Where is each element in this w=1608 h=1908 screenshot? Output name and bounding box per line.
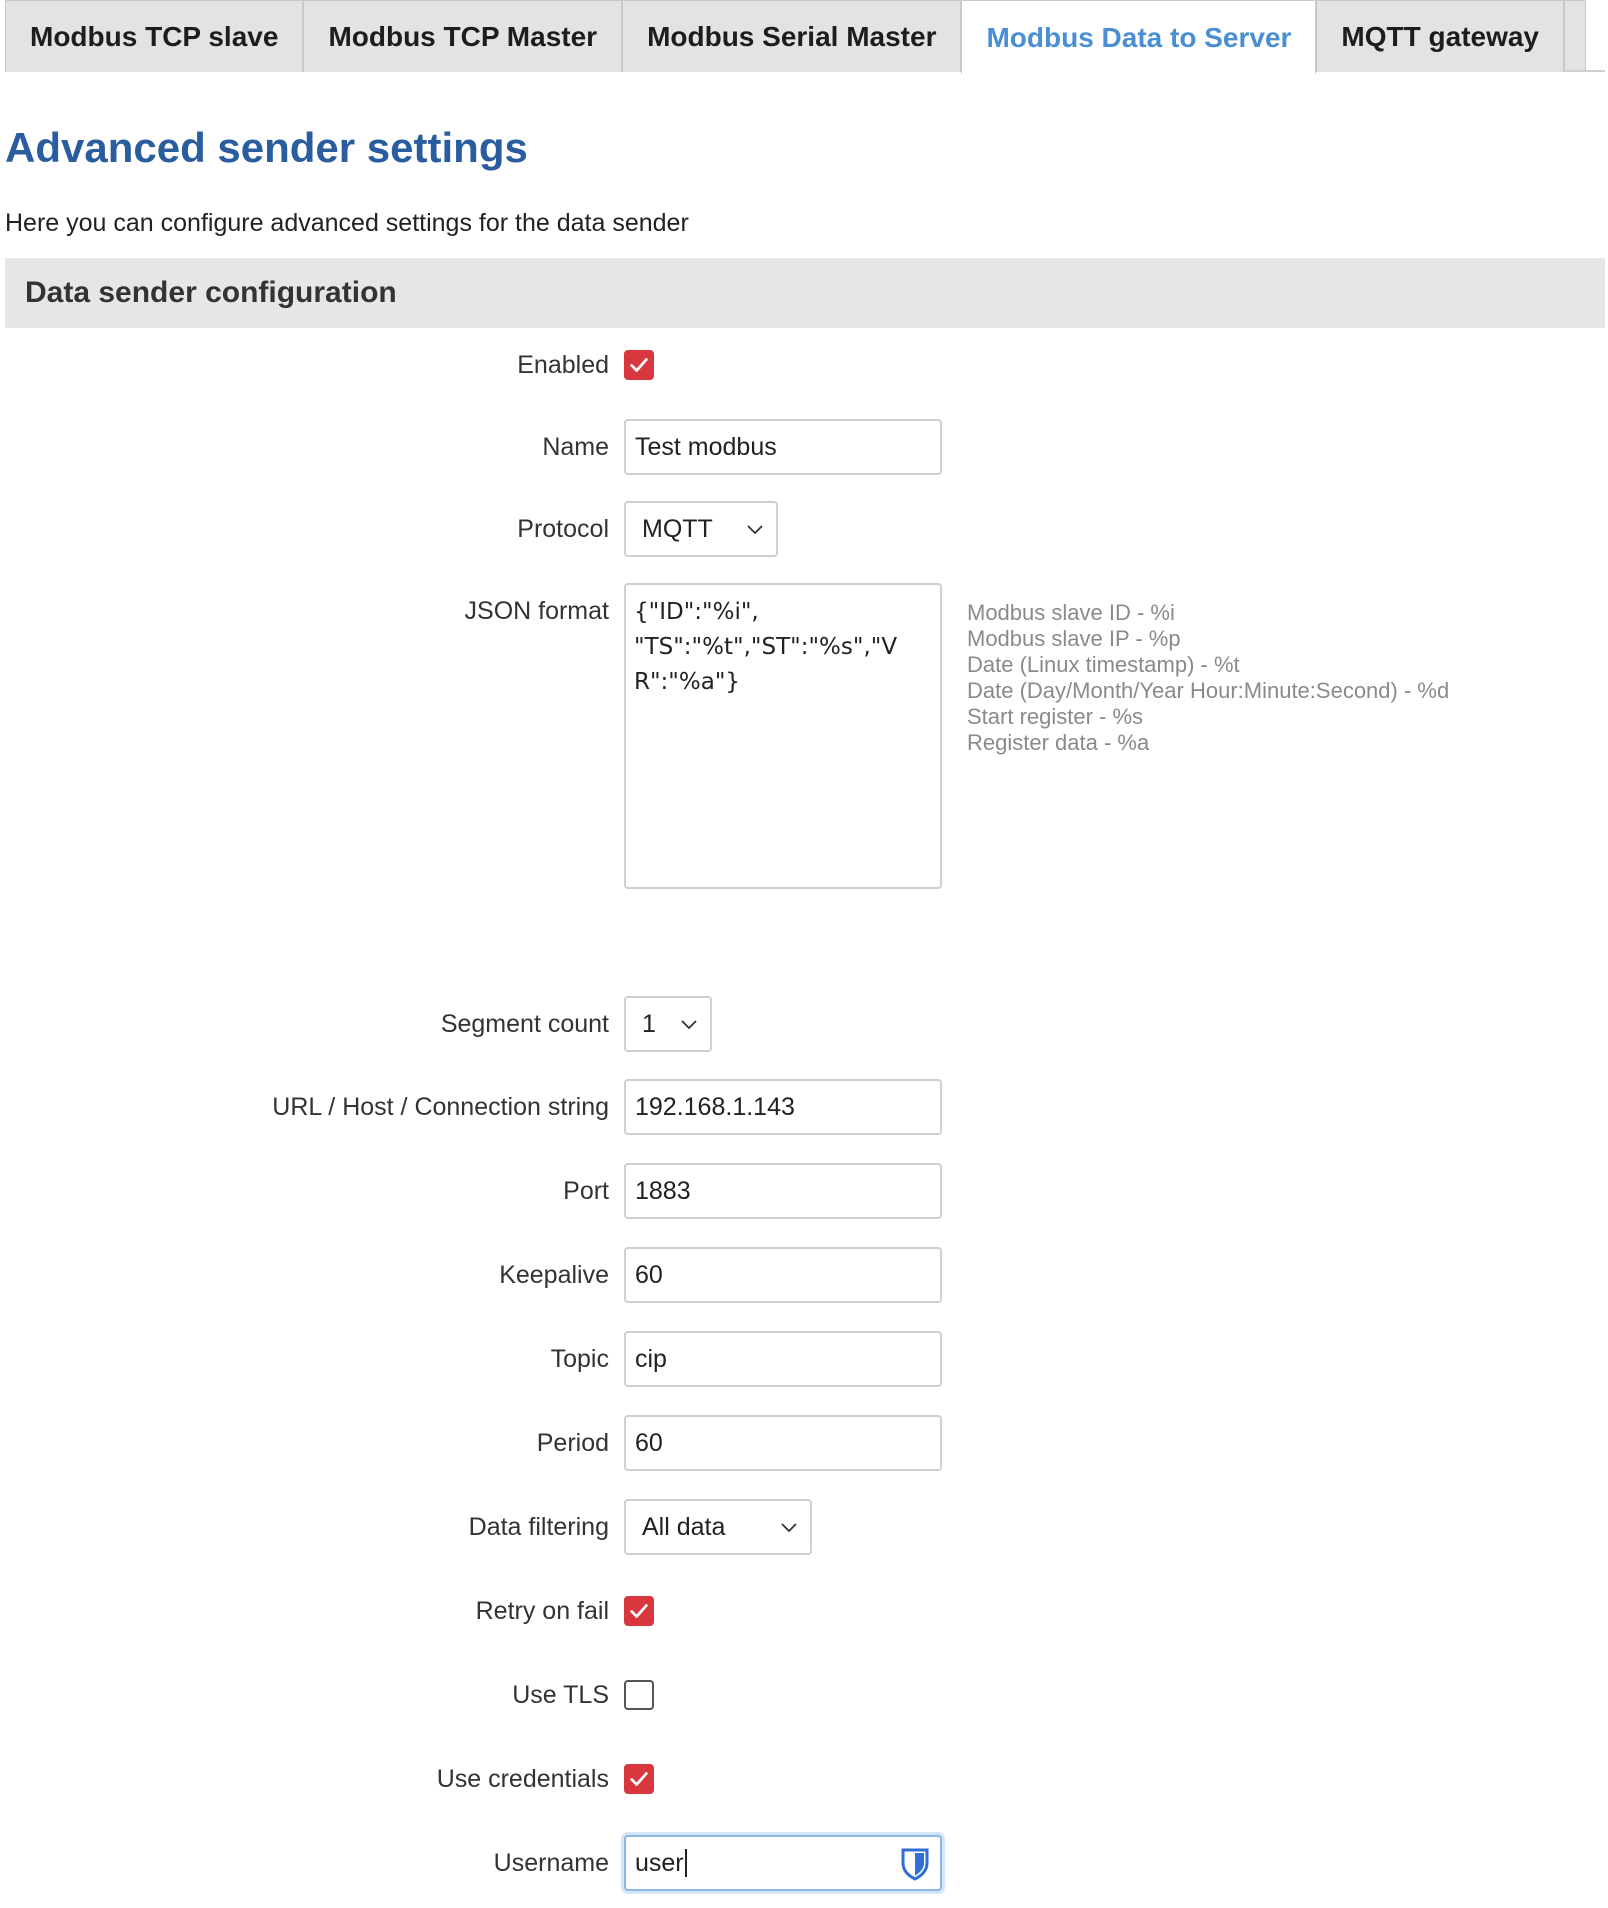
- segment-count-value: 1: [642, 1009, 656, 1038]
- json-format-textarea[interactable]: {"ID":"%i", "TS":"%t","ST":"%s","VR":"%a"}: [624, 583, 942, 889]
- enabled-checkbox[interactable]: [624, 350, 654, 380]
- row-name: [5, 432, 1605, 462]
- protocol-label: Protocol: [517, 515, 609, 543]
- text-caret: [685, 1849, 687, 1877]
- retry-on-fail-checkbox[interactable]: [624, 1596, 654, 1626]
- row-url: [5, 1092, 1605, 1122]
- tab-modbus-tcp-master[interactable]: Modbus TCP Master: [303, 0, 622, 72]
- topic-label: Topic: [550, 1345, 609, 1373]
- use-tls-label: Use TLS: [512, 1681, 609, 1709]
- tab-bar: [5, 0, 1605, 72]
- topic-input[interactable]: cip: [624, 1331, 942, 1387]
- enabled-label: Enabled: [517, 351, 609, 379]
- username-value: user: [635, 1848, 684, 1877]
- hint-date: Date (Day/Month/Year Hour:Minute:Second) - %d: [967, 678, 1450, 703]
- url-label: URL / Host / Connection string: [272, 1093, 609, 1121]
- period-input[interactable]: 60: [624, 1415, 942, 1471]
- retry-on-fail-label: Retry on fail: [475, 1597, 609, 1625]
- chevron-down-icon: [746, 523, 764, 535]
- use-credentials-checkbox[interactable]: [624, 1764, 654, 1794]
- row-period: [5, 1428, 1605, 1458]
- row-json-format: [5, 596, 1605, 755]
- period-label: Period: [536, 1429, 609, 1457]
- section-title: Data sender configuration: [5, 258, 1605, 328]
- data-filtering-label: Data filtering: [468, 1513, 609, 1541]
- protocol-value: MQTT: [642, 514, 713, 543]
- row-port: [5, 1176, 1605, 1206]
- data-filtering-value: All data: [642, 1512, 726, 1541]
- username-label: Username: [493, 1849, 609, 1877]
- tab-modbus-data-to-server[interactable]: Modbus Data to Server: [961, 0, 1316, 74]
- name-input[interactable]: Test modbus: [624, 419, 942, 475]
- keepalive-input[interactable]: 60: [624, 1247, 942, 1303]
- hint-slave-ip: Modbus slave IP - %p: [967, 626, 1181, 651]
- json-format-label: JSON format: [464, 597, 609, 625]
- tab-modbus-serial-master[interactable]: Modbus Serial Master: [622, 0, 961, 72]
- sender-form: [5, 328, 1605, 1908]
- row-data-filtering: [5, 1512, 1605, 1542]
- check-icon: [628, 354, 650, 376]
- check-icon: [628, 1600, 650, 1622]
- tab-bar-filler: [1564, 0, 1586, 70]
- use-tls-checkbox[interactable]: [624, 1680, 654, 1710]
- hint-register-data: Register data - %a: [967, 730, 1150, 755]
- hint-slave-id: Modbus slave ID - %i: [967, 600, 1175, 625]
- page-description: Here you can configure advanced settings for the data sender: [5, 209, 689, 237]
- port-input[interactable]: 1883: [624, 1163, 942, 1219]
- segment-count-label: Segment count: [440, 1010, 609, 1038]
- row-use-tls: [5, 1680, 1605, 1710]
- tab-modbus-tcp-slave[interactable]: Modbus TCP slave: [5, 0, 303, 72]
- page-title: Advanced sender settings: [5, 124, 528, 171]
- row-retry-on-fail: [5, 1596, 1605, 1626]
- keepalive-label: Keepalive: [499, 1261, 609, 1289]
- segment-count-select[interactable]: [624, 996, 712, 1052]
- row-segment-count: [5, 1009, 1605, 1039]
- port-label: Port: [563, 1177, 609, 1205]
- check-icon: [628, 1768, 650, 1790]
- row-topic: [5, 1344, 1605, 1374]
- name-label: Name: [542, 433, 609, 461]
- hint-linux-timestamp: Date (Linux timestamp) - %t: [967, 652, 1240, 677]
- data-filtering-select[interactable]: [624, 1499, 812, 1555]
- chevron-down-icon: [780, 1521, 798, 1533]
- protocol-select[interactable]: [624, 501, 778, 557]
- tab-mqtt-gateway[interactable]: MQTT gateway: [1316, 0, 1564, 72]
- row-enabled: [5, 350, 1605, 380]
- json-format-hints: [967, 600, 1449, 756]
- hint-start-register: Start register - %s: [967, 704, 1144, 729]
- chevron-down-icon: [680, 1018, 698, 1030]
- username-input[interactable]: [624, 1835, 942, 1891]
- row-username: [5, 1848, 1605, 1878]
- url-input[interactable]: 192.168.1.143: [624, 1079, 942, 1135]
- row-protocol: [5, 514, 1605, 544]
- use-credentials-label: Use credentials: [436, 1765, 609, 1793]
- shield-icon[interactable]: [900, 1847, 930, 1881]
- row-keepalive: [5, 1260, 1605, 1290]
- row-use-credentials: [5, 1764, 1605, 1794]
